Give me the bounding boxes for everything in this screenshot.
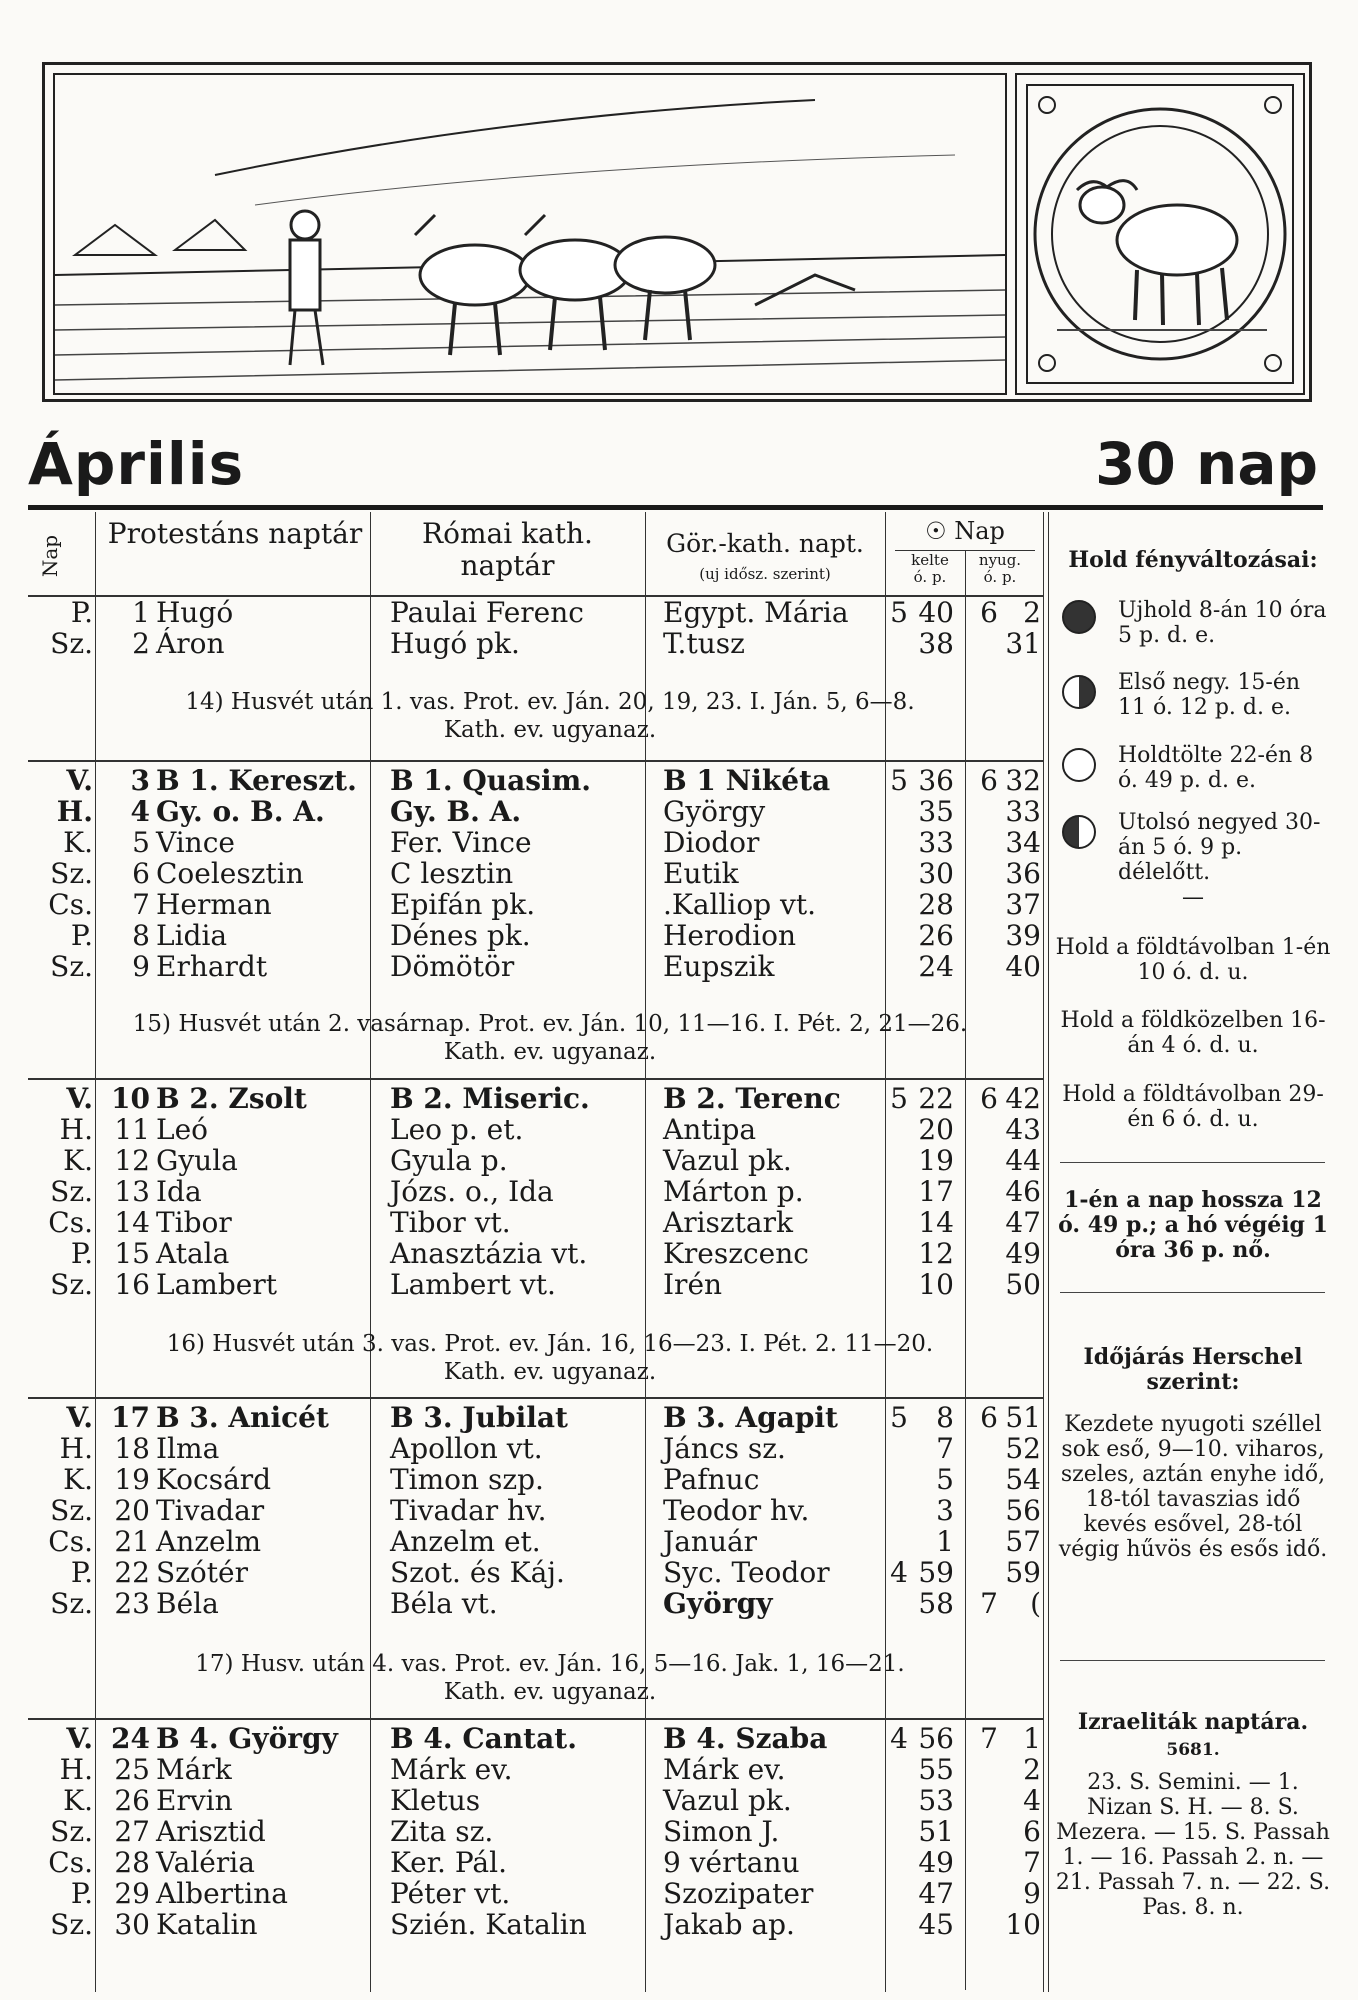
moon-phase-text: Holdtölte 22-én 8 ó. 49 p. d. e. [1118,743,1314,793]
plowing-scene-image [53,73,1007,395]
day-row: Sz. 16 Lambert Lambert vt. Irén 10 50 [50,1268,1041,1301]
day-row: H. 18 Ilma Apollon vt. Jáncs sz. 7 52 [59,1432,1041,1465]
week-rule [28,760,1043,762]
sun-header: ☉ Nap [925,517,1005,545]
month-title: Április [28,430,245,498]
day-row: P. 8 Lidia Dénes pk. Herodion 26 39 [70,919,1041,952]
day-row: Cs. 14 Tibor Tibor vt. Arisztark 14 47 [48,1206,1041,1239]
day-row: Cs. 21 Anzelm Anzelm et. Január 1 57 [48,1525,1041,1558]
full-moon-icon [1062,748,1096,782]
last-quarter-icon [1062,815,1096,849]
sunrise-unit: ó. p. [913,568,947,586]
day-row: Sz. 20 Tivadar Tivadar hv. Teodor hv. 3 56 [50,1494,1041,1527]
moon-distance-text: Hold a földtávolban 29-én 6 ó. d. u. [1062,1082,1324,1132]
sunday-row: V. 17 B 3. Anicét B 3. Jubilat B 3. Agapit 5 8 6 51 [66,1401,1041,1434]
sunset-header: nyug. [978,551,1022,569]
jewish-calendar-title: Izraeliták naptára. [1077,1709,1309,1735]
nap-header: Nap [38,534,63,578]
roman-catholic-header: Római kath. naptár [422,517,593,582]
day-row: Sz. 13 Ida Józs. o., Ida Márton p. 17 46 [50,1175,1041,1208]
jewish-calendar-text: 23. S. Semini. — 1. Nizan S. H. — 8. S. Mezera. — 15. S. Passah 1. — 16. Passah 2. n. — 21. Passah 7. n. — 22. S. Pas. 8. n. [1055,1770,1331,1920]
col-divider-6 [1043,512,1044,1992]
day-row: P. 1 Hugó Paulai Ferenc Egypt. Mária 5 40 6 2 [70,596,1041,629]
day-row: P. 29 Albertina Péter vt. Szozipater 47 9 [70,1877,1041,1910]
moon-distance-text: Hold a földközelben 16-án 4 ó. d. u. [1060,1008,1326,1058]
new-moon-icon [1062,600,1096,634]
day-row: Sz. 6 Coelesztin C lesztin Eutik 30 36 [50,857,1041,890]
sunday-row: V. 24 B 4. György B 4. Cantat. B 4. Szaba 4 56 7 1 [66,1722,1041,1755]
jewish-year: 5681. [1166,1740,1220,1760]
sidebar-rule [1060,1292,1325,1293]
day-row: K. 12 Gyula Gyula p. Vazul pk. 19 44 [63,1144,1041,1177]
day-row: Sz. 9 Erhardt Dömötör Eupszik 24 40 [50,950,1041,983]
day-row: Cs. 28 Valéria Ker. Pál. 9 vértanu 49 7 [48,1846,1041,1879]
first-quarter-icon [1062,675,1096,709]
day-row: Sz. 2 Áron Hugó pk. T.tusz 38 31 [50,627,1041,660]
protestant-header: Protestáns naptár [107,517,363,550]
weather-text: Kezdete nyugoti széllel sok eső, 9—10. viharos, szeles, aztán enyhe idő, 18-tól tavaszias idő kevés esővel, 28-tól végig hűvös és esős idő. [1058,1412,1328,1562]
plowing-scene-drawing [55,75,1005,393]
ox-medallion-drawing [1017,75,1303,393]
gospel-note: 17) Husv. után 4. vas. Prot. ev. Ján. 16, 5—16. Jak. 1, 16—21. Kath. ev. ugyanaz. [195,1651,905,1705]
gospel-note: 14) Husvét után 1. vas. Prot. ev. Ján. 20, 19, 23. I. Ján. 5, 6—8. Kath. ev. ugyanaz. [185,689,915,743]
col-divider-7 [1048,512,1049,1992]
week-rule [28,1078,1043,1080]
gospel-note: 15) Husvét után 2. vasárnap. Prot. ev. Ján. 10, 11—16. I. Pét. 2, 21—26. Kath. ev. ugyanaz. [132,1011,968,1065]
day-row: Sz. 27 Arisztid Zita sz. Simon J. 51 6 [50,1815,1041,1848]
day-length-text: 1-én a nap hossza 12 ó. 49 p.; a hó végéig 1 óra 36 p. nő. [1058,1187,1328,1263]
sidebar-rule [1060,1660,1325,1661]
gospel-note: 16) Husvét után 3. vas. Prot. ev. Ján. 16, 16—23. I. Pét. 2. 11—20. Kath. ev. ugyanaz. [166,1331,934,1385]
sidebar-dash: — [1182,885,1204,910]
day-row: H. 25 Márk Márk ev. Márk ev. 55 2 [59,1753,1041,1786]
moon-phase-text: Utolsó negyed 30-án 5 ó. 9 p. délelőtt. [1118,810,1321,885]
sunday-row: V. 10 B 2. Zsolt B 2. Miseric. B 2. Terenc 5 22 6 42 [66,1082,1041,1115]
moon-phase-text: Első negy. 15-én 11 ó. 12 p. d. e. [1118,670,1301,720]
moon-distance-text: Hold a földtávolban 1-én 10 ó. d. u. [1055,935,1331,985]
week-rule [28,1718,1043,1720]
ox-medallion-image [1015,73,1305,395]
day-row: H. 4 Gy. o. B. A. Gy. B. A. György 35 33 [56,795,1041,828]
greek-catholic-subheader: (uj idősz. szerint) [699,565,831,583]
moon-phase-text: Ujhold 8-án 10 óra 5 p. d. e. [1118,598,1327,648]
moon-phases-title: Hold fényváltozásai: [1068,547,1318,573]
day-row: P. 22 Szótér Szot. és Káj. Syc. Teodor 4 59 59 [70,1556,1041,1589]
day-row: P. 15 Atala Anasztázia vt. Kreszcenc 12 49 [70,1237,1041,1270]
day-row: Sz. 23 Béla Béla vt. György 58 7 ( [50,1587,1041,1620]
sidebar-rule [1060,1162,1325,1163]
day-row: K. 19 Kocsárd Timon szp. Pafnuc 5 54 [63,1463,1041,1496]
week-rule [28,1397,1043,1399]
days-count-title: 30 nap [1095,430,1318,498]
title-rule [28,505,1323,510]
day-row: K. 26 Ervin Kletus Vazul pk. 53 4 [63,1784,1041,1817]
day-row: H. 11 Leó Leo p. et. Antipa 20 43 [59,1113,1041,1146]
sunday-row: V. 3 B 1. Kereszt. B 1. Quasim. B 1 Nikéta 5 36 6 32 [66,764,1041,797]
day-row: K. 5 Vince Fer. Vince Diodor 33 34 [63,826,1041,859]
header-illustration [42,62,1312,402]
sunset-unit: ó. p. [983,568,1017,586]
day-row: Sz. 30 Katalin Szién. Katalin Jakab ap. 45 10 [50,1908,1041,1941]
day-row: Cs. 7 Herman Epifán pk. .Kalliop vt. 28 37 [48,888,1041,921]
weather-title: Időjárás Herschel szerint: [1083,1344,1303,1395]
sunrise-header: kelte [911,551,949,569]
greek-catholic-header: Gör.-kath. napt. [666,529,864,558]
